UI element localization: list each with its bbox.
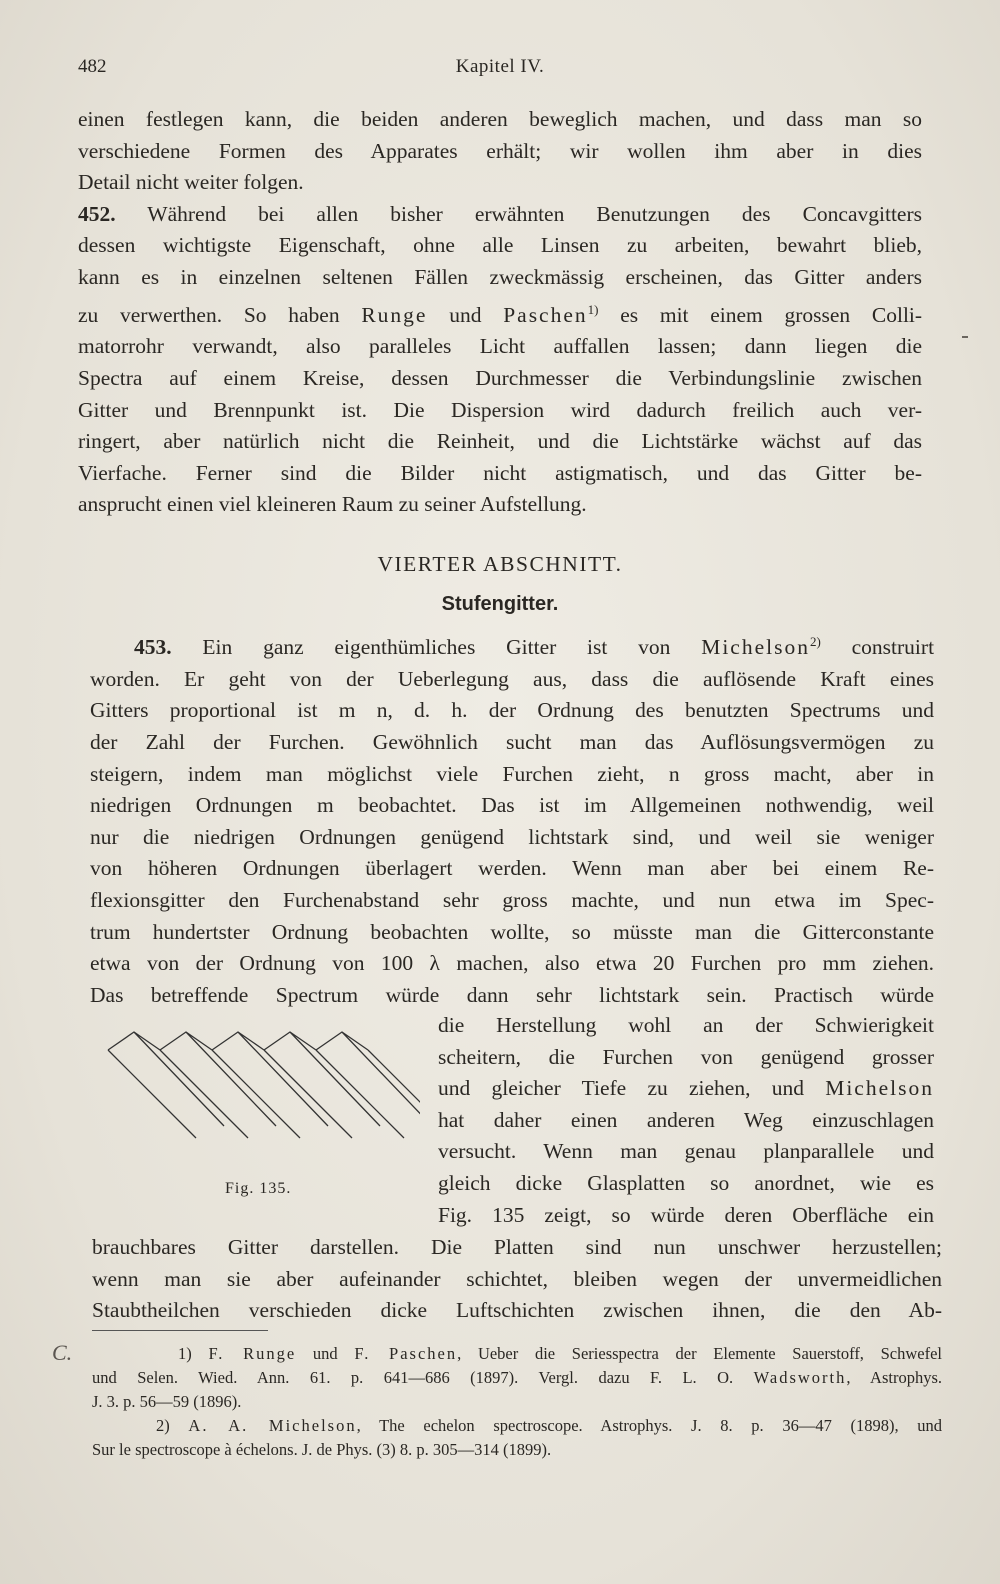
text-line: Vierfache. Ferner sind die Bilder nicht astigmatisch, und das Gitter be- [78, 460, 922, 485]
footnote-1-cont: J. 3. p. 56—59 (1896). [92, 1392, 242, 1411]
footnote-divider [92, 1330, 268, 1331]
footnote-1 [6, 1342, 942, 1366]
echelon-plate [212, 1032, 328, 1138]
text-line [438, 1073, 934, 1105]
text-span: Während bei allen bisher erwähnten Benutzungen des Concavgitters [147, 201, 922, 226]
figure-caption: Fig. 135. [225, 1180, 292, 1197]
text-line: flexionsgitter den Furchenabstand sehr gross machte, und nun etwa im Spec- [90, 887, 934, 912]
text-span: construirt [851, 635, 935, 660]
author-name: A. A. Michelson [188, 1416, 357, 1435]
text-line: ringert, aber natürlich nicht die Reinheit, und die Lichtstärke wächst auf das [78, 429, 922, 454]
lower-text-block [92, 1232, 942, 1327]
text-span: , The echelon spectroscope. Astrophys. J. 8. p. 36—47 (1898), und [356, 1416, 943, 1435]
text-line: Gitters proportional ist m n, d. h. der Ordnung des benutzten Spectrums und [90, 698, 934, 723]
text-span: und [449, 302, 482, 327]
text-line: etwa von der Ordnung von 100 λ machen, also etwa 20 Furchen pro mm ziehen. [90, 951, 934, 976]
text-line [78, 294, 922, 332]
figure-side-text [438, 1010, 934, 1231]
text-line: worden. Er geht von der Ueberlegung aus, dass die auflösende Kraft eines [90, 666, 934, 691]
page-number: 482 [78, 56, 107, 77]
upper-text-block [78, 104, 922, 521]
text-line: einen festlegen kann, die beiden anderen beweglich machen, und dass man so [78, 107, 922, 131]
echelon-plate [316, 1032, 420, 1138]
footnote-2 [92, 1414, 942, 1438]
text-line: niedrigen Ordnungen m beobachtet. Das ist im Allgemeinen nothwendig, weil [90, 793, 934, 818]
footnote-ref[interactable]: 2) [810, 634, 821, 649]
text-line: Staubtheilchen verschieden dicke Luftschichten zwischen ihnen, die den Ab- [92, 1298, 942, 1323]
text-line: scheitern, die Furchen von genügend grosser [438, 1044, 934, 1069]
author-name: F. Paschen [354, 1344, 458, 1363]
footnote-1-cont [92, 1366, 942, 1390]
footnote-marker: 1) [178, 1344, 192, 1363]
text-line [78, 199, 922, 231]
text-line: der Zahl der Furchen. Gewöhnlich sucht man das Auflösungsvermögen zu [90, 729, 934, 754]
text-line: brauchbares Gitter darstellen. Die Platten sind nun unschwer herzustellen; [92, 1235, 942, 1259]
text-line: gleich dicke Glasplatten so anordnet, wie es [438, 1170, 934, 1195]
footnote-ref[interactable]: 1) [587, 301, 599, 317]
text-line: die Herstellung wohl an der Schwierigkeit [438, 1013, 934, 1037]
section-subtitle: Stufengitter. [441, 593, 559, 615]
text-line [90, 626, 934, 664]
text-span: , Ueber die Seriesspectra der Elemente Sauerstoff, Schwefel [457, 1344, 943, 1363]
footnote-2-cont: Sur le spectroscope à échelons. J. de Phys. (3) 8. p. 305—314 (1899). [92, 1440, 552, 1459]
text-line: versucht. Wenn man genau planparallele und [438, 1139, 934, 1164]
figure-135-echelon-diagram [100, 1030, 420, 1160]
text-span: So haben [243, 302, 340, 327]
margin-annotation: C. [52, 1340, 73, 1365]
footnotes [92, 1342, 942, 1462]
text-line: Fig. 135 zeigt, so würde deren Oberfläche ein [438, 1202, 934, 1227]
echelon-plate-edge [368, 1050, 420, 1138]
running-head: Kapitel IV. [455, 56, 545, 77]
text-line: wenn man sie aber aufeinander schichtet, bleiben wegen der unvermeidlichen [92, 1266, 942, 1291]
text-line: steigern, indem man möglichst viele Furchen zieht, n gross macht, aber in [90, 761, 934, 786]
text-span: zu verwerthen. [78, 302, 223, 327]
sec453-text-block [90, 626, 934, 1011]
text-line: hat daher einen anderen Weg einzuschlagen [438, 1107, 934, 1132]
text-line: ansprucht einen viel kleineren Raum zu seiner Aufstellung. [78, 492, 587, 517]
author-name: Wadsworth [753, 1368, 847, 1387]
text-line: verschiedene Formen des Apparates erhält; wir wollen ihm aber in dies [78, 138, 922, 163]
echelon-plate [160, 1032, 276, 1138]
text-span: und [312, 1344, 338, 1363]
author-name: F. Runge [208, 1344, 297, 1363]
text-line: Gitter und Brennpunkt ist. Die Dispersion wird dadurch freilich auch ver- [78, 397, 922, 422]
text-line: trum hundertster Ordnung beobachten wollte, so müsste man die Gitterconstante [90, 919, 934, 944]
text-line: von höheren Ordnungen überlagert werden. Wenn man aber bei einem Re- [90, 856, 934, 881]
author-name: Runge [361, 302, 428, 327]
text-line: nur die niedrigen Ordnungen genügend lichtstark sind, und weil sie weniger [90, 824, 934, 849]
text-span: und Selen. Wied. Ann. 61. p. 641—686 (1897). Vergl. dazu F. L. O. [92, 1368, 734, 1387]
echelon-plate [108, 1032, 224, 1138]
text-line: Das betreffende Spectrum würde dann sehr lichtstark sein. Practisch würde [90, 982, 934, 1007]
text-line: matorrohr verwandt, also paralleles Licht auffallen lassen; dann liegen die [78, 334, 922, 359]
text-span: und gleicher Tiefe zu ziehen, und [438, 1076, 804, 1101]
echelon-plate [264, 1032, 380, 1138]
section-title: VIERTER ABSCHNITT. [377, 552, 623, 576]
footnote-marker: 2) [156, 1416, 170, 1435]
text-span: , Astrophys. [846, 1368, 942, 1387]
author-name: Michelson [825, 1076, 934, 1101]
author-name: Michelson [701, 635, 810, 660]
text-line: dessen wichtigste Eigenschaft, ohne alle Linsen zu arbeiten, bewahrt blieb, [78, 233, 922, 258]
text-line: Spectra auf einem Kreise, dessen Durchmesser die Verbindungslinie zwischen [78, 365, 922, 390]
scan-speck [962, 336, 968, 338]
page-header [78, 56, 922, 86]
text-span: es mit einem grossen Colli- [620, 302, 923, 327]
section-number: 453. [134, 635, 172, 660]
text-line: kann es in einzelnen seltenen Fällen zweckmässig erscheinen, das Gitter anders [78, 264, 922, 289]
text-span: Ein ganz eigenthümliches Gitter ist von [202, 635, 671, 660]
section-number: 452. [78, 201, 116, 226]
author-name: Paschen [503, 302, 588, 327]
text-line: Detail nicht weiter folgen. [78, 170, 304, 195]
